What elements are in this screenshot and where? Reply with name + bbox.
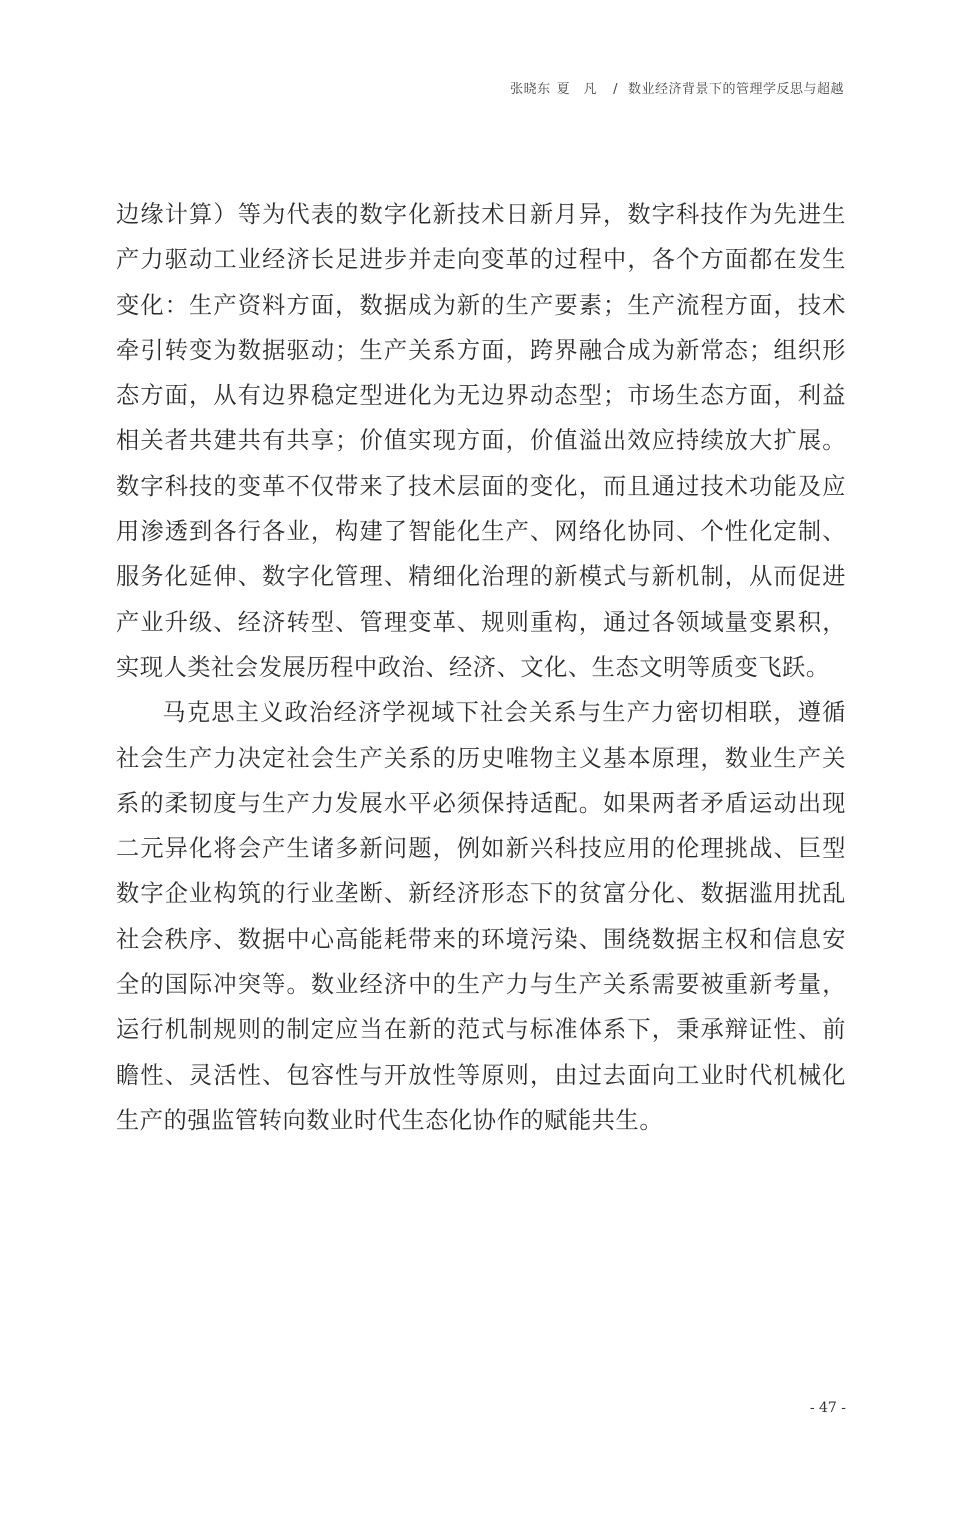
header-author-1: 张晓东 (510, 82, 551, 97)
running-header (510, 78, 844, 97)
header-separator: / (613, 82, 618, 97)
paragraph: 马克思主义政治经济学视域下社会关系与生产力密切相联，遵循社会生产力决定社会生产关系的历史唯物主义基本原理，数业生产关系的柔韧度与生产力发展水平必须保持适配。如果两者矛盾运动出现二元异化将会产生诸多新问题，例如新兴科技应用的伦理挑战、巨型数字企业构筑的行业垄断、新经济形态下的贫富分化、数据滥用扰乱社会秩序、数据中心高能耗带来的环境污染、围绕数据主权和信息安全的国际冲突等。数业经济中的生产力与生产关系需要被重新考量，运行机制规则的制定应当在新的范式与标准体系下，秉承辩证性、前瞻性、灵活性、包容性与开放性等原则，由过去面向工业时代机械化生产的强监管转向数业时代生态化协作的赋能共生。 (116, 699, 846, 1134)
header-article-title: 数业经济背景下的管理学反思与超越 (627, 82, 844, 97)
paragraph-continued: 边缘计算）等为代表的数字化新技术日新月异，数字科技作为先进生产力驱动工业经济长足进步并走向变革的过程中，各个方面都在发生变化：生产资料方面，数据成为新的生产要素；生产流程方面，技术牵引转变为数据驱动；生产关系方面，跨界融合成为新常态；组织形态方面，从有边界稳定型进化为无边界动态型；市场生态方面，利益相关者共建共有共享；价值实现方面，价值溢出效应持续放大扩展。数字科技的变革不仅带来了技术层面的变化，而且通过技术功能及应用渗透到各行各业，构建了智能化生产、网络化协同、个性化定制、服务化延伸、数字化管理、精细化治理的新模式与新机制，从而促进产业升级、经济转型、管理变革、规则重构，通过各领域量变累积，实现人类社会发展历程中政治、经济、文化、生态文明等质变飞跃。 (116, 201, 846, 681)
page-number: - 47 - (809, 1400, 846, 1416)
body-text (116, 192, 846, 1143)
header-author-2: 夏 凡 (556, 82, 598, 97)
